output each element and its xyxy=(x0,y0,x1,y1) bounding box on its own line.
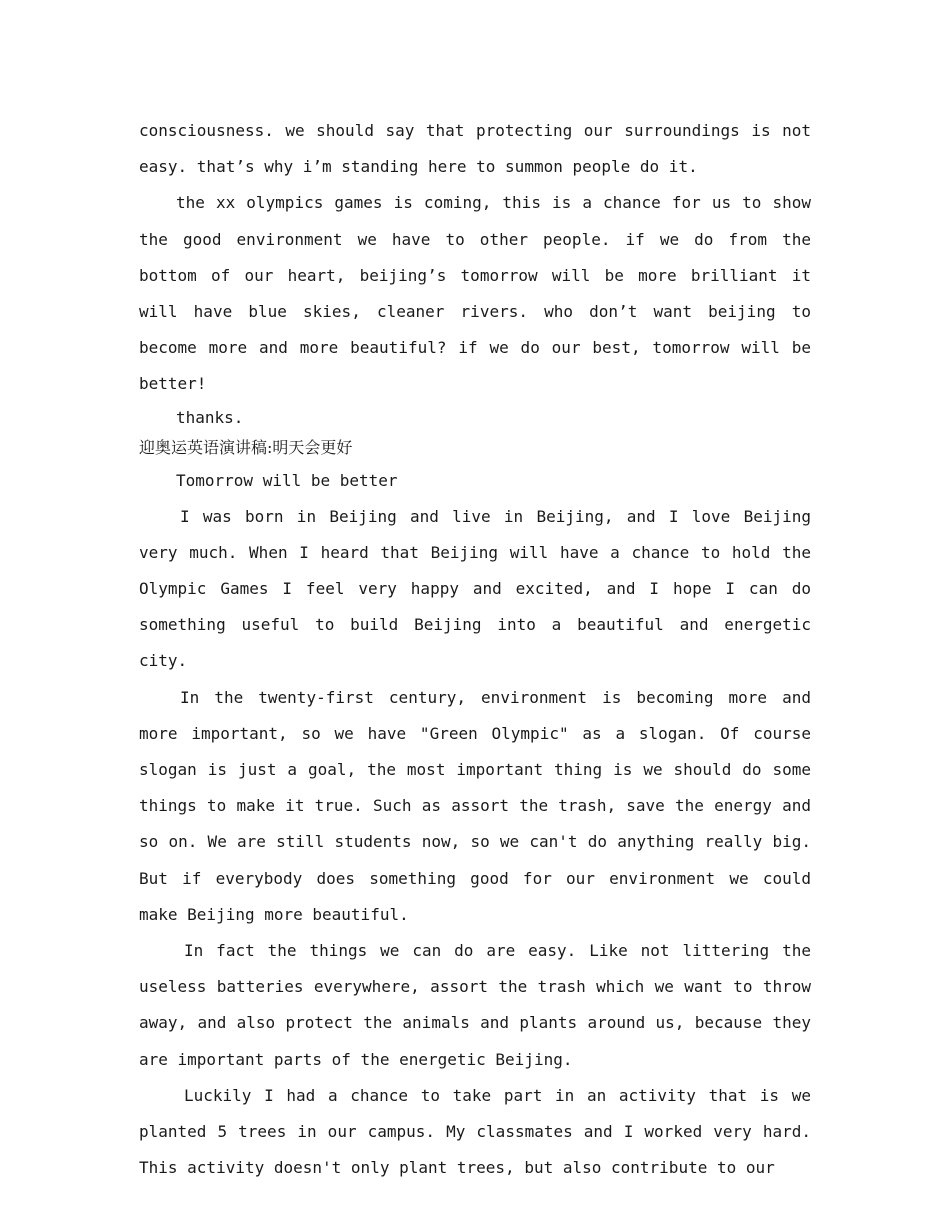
document-body xyxy=(139,113,811,1186)
paragraph-easy-things: In fact the things we can do are easy. Like not littering the useless batteries everywhere, assort the trash which we want to throw away, and also protect the animals and plants around us, because they are important parts of the energetic Beijing. xyxy=(139,941,811,1069)
paragraph-continuation: consciousness. we should say that protecting our surroundings is not easy. that’s why i’m standing here to summon people do it. xyxy=(139,121,811,177)
paragraph-green-olympic: In the twenty-first century, environment is becoming more and more important, so we have "Green Olympic" as a slogan. Of course slogan is just a goal, the most important thing is we should do some things to make it true. Such as assort the trash, save the energy and so on. We are still students now, so we can't do anything really big. But if everybody does something good for our environment we could make Beijing more beautiful. xyxy=(139,687,811,924)
paragraph-planting-trees: Luckily I had a chance to take part in an activity that is we planted 5 trees in our campus. My classmates and I worked very hard. This activity doesn't only plant trees, but also contribute to our xyxy=(139,1085,811,1178)
section-heading: 迎奥运英语演讲稿:明天会更好 xyxy=(139,437,353,457)
paragraph-thanks: thanks. xyxy=(176,407,244,427)
paragraph-olympics: the xx olympics games is coming, this is a chance for us to show the good environment we have to other people. if we do from the bottom of our heart, beijing’s tomorrow will be more brilliant it will have blue skies, cleaner rivers. who don’t want beijing to become more and more beautiful? if we do our best, tomorrow will be better! xyxy=(139,193,811,394)
paragraph-born-in-beijing: I was born in Beijing and live in Beijing, and I love Beijing very much. When I heard that Beijing will have a chance to hold the Olympic Games I feel very happy and excited, and I hope I can do something useful to build Beijing into a beautiful and energetic city. xyxy=(139,506,811,671)
section-subtitle: Tomorrow will be better xyxy=(176,470,398,490)
